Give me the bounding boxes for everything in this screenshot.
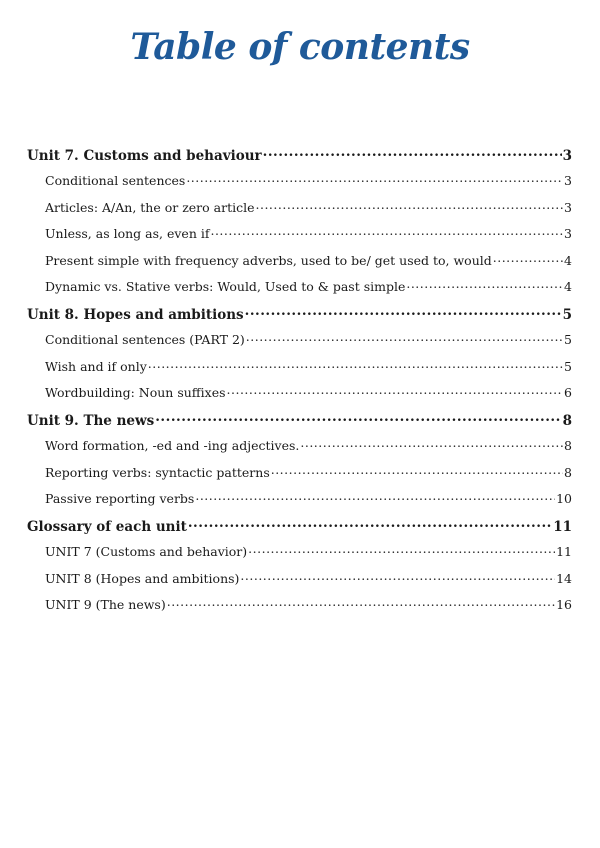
toc-entry-label: Conditional sentences <box>45 173 186 188</box>
dot-leader <box>210 226 563 239</box>
toc-subentry[interactable] <box>27 385 572 412</box>
toc-entry-label: Articles: A/An, the or zero article <box>45 199 255 215</box>
dot-leader <box>188 517 552 531</box>
toc-page-number: 10 <box>556 491 572 506</box>
toc-page-number: 4 <box>564 252 572 268</box>
toc-page-number: 8 <box>562 412 572 429</box>
toc-page-number: 16 <box>556 597 572 612</box>
dot-leader <box>167 597 555 610</box>
toc-page-number: 8 <box>564 464 572 480</box>
toc-entry-label: Word formation, -ed and -ing adjectives. <box>45 438 300 453</box>
toc-page-number: 8 <box>564 438 572 453</box>
dot-leader <box>263 146 562 160</box>
toc-subentry[interactable] <box>27 597 572 624</box>
dot-leader <box>240 570 555 583</box>
toc-entry-label: Unless, as long as, even if <box>45 226 210 241</box>
toc-subentry[interactable] <box>27 438 572 465</box>
toc-page-number: 6 <box>564 385 572 400</box>
dot-leader <box>195 491 555 504</box>
toc-unit-entry[interactable] <box>27 146 572 173</box>
toc-page-number: 3 <box>564 226 572 241</box>
toc-entry-label: Wish and if only <box>45 358 147 374</box>
toc-page-number: 11 <box>556 544 572 559</box>
dot-leader <box>245 305 562 319</box>
toc-page-number: 14 <box>556 570 572 586</box>
toc-page-number: 5 <box>562 306 572 323</box>
toc-subentry[interactable] <box>27 332 572 359</box>
toc-subentry[interactable] <box>27 358 572 385</box>
toc-page-number: 3 <box>564 199 572 215</box>
dot-leader <box>256 199 564 212</box>
dot-leader <box>155 411 561 425</box>
toc-subentry[interactable] <box>27 199 572 226</box>
dot-leader <box>406 279 563 292</box>
table-of-contents <box>27 146 572 623</box>
toc-subentry[interactable] <box>27 226 572 253</box>
toc-entry-label: UNIT 9 (The news) <box>45 597 166 612</box>
toc-entry-label: UNIT 8 (Hopes and ambitions) <box>45 570 240 586</box>
toc-page-number: 3 <box>564 173 572 188</box>
toc-page-number: 3 <box>562 147 572 164</box>
toc-entry-label: Reporting verbs: syntactic patterns <box>45 464 270 480</box>
toc-subentry[interactable] <box>27 464 572 491</box>
dot-leader <box>148 358 563 371</box>
toc-entry-label: Present simple with frequency adverbs, used to be/ get used to, would <box>45 252 492 268</box>
toc-subentry[interactable] <box>27 252 572 279</box>
toc-entry-label: Wordbuilding: Noun suffixes <box>45 385 226 400</box>
toc-page-number: 4 <box>564 279 572 294</box>
dot-leader <box>300 438 563 451</box>
toc-subentry[interactable] <box>27 279 572 306</box>
dot-leader <box>186 173 563 186</box>
toc-entry-label: Unit 8. Hopes and ambitions <box>27 306 244 323</box>
dot-leader <box>227 385 564 398</box>
toc-unit-entry[interactable] <box>27 305 572 332</box>
toc-subentry[interactable] <box>27 570 572 597</box>
toc-page-number: 11 <box>553 518 572 535</box>
toc-entry-label: Unit 7. Customs and behaviour <box>27 147 262 164</box>
toc-subentry[interactable] <box>27 173 572 200</box>
toc-entry-label: Conditional sentences (PART 2) <box>45 332 245 347</box>
toc-entry-label: Passive reporting verbs <box>45 491 195 506</box>
toc-page-number: 5 <box>564 358 572 374</box>
dot-leader <box>271 464 563 477</box>
toc-entry-label: Unit 9. The news <box>27 412 155 429</box>
toc-subentry[interactable] <box>27 491 572 518</box>
toc-unit-entry[interactable] <box>27 411 572 438</box>
toc-entry-label: UNIT 7 (Customs and behavior) <box>45 544 248 559</box>
page-title: Table of contents <box>130 26 470 68</box>
toc-entry-label: Dynamic vs. Stative verbs: Would, Used to & past simple <box>45 279 406 294</box>
dot-leader <box>248 544 555 557</box>
toc-entry-label: Glossary of each unit <box>27 518 187 535</box>
toc-subentry[interactable] <box>27 544 572 571</box>
dot-leader <box>493 252 563 265</box>
dot-leader <box>246 332 563 345</box>
toc-unit-entry[interactable] <box>27 517 572 544</box>
toc-page-number: 5 <box>564 332 572 347</box>
